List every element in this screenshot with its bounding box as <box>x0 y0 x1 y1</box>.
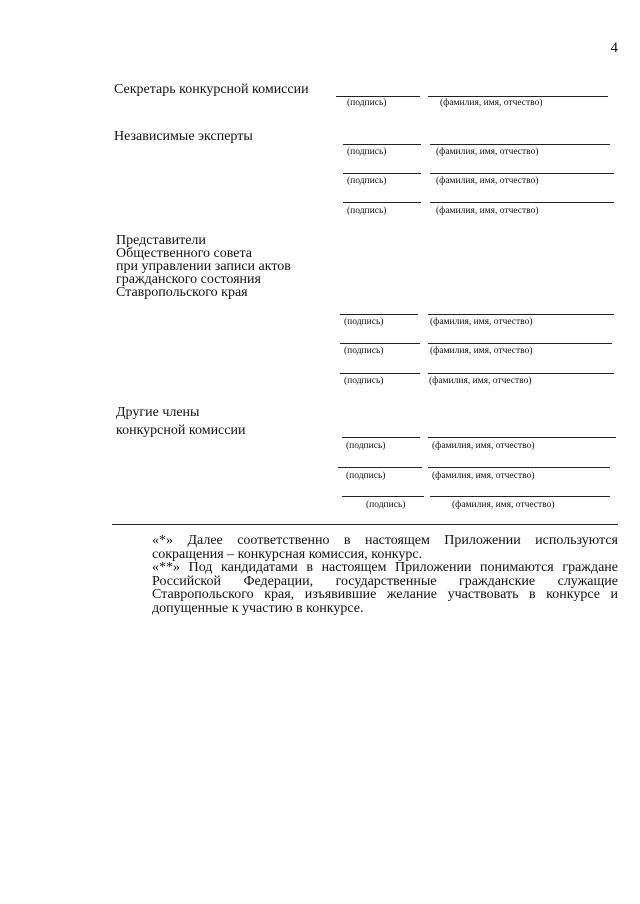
other-member-2-name-line[interactable] <box>428 467 610 468</box>
council-2-signature-line[interactable] <box>340 343 420 344</box>
other-members-label-line-1: Другие члены <box>116 405 200 420</box>
signature-caption: (подпись) <box>344 346 384 356</box>
secretary-name-line[interactable] <box>428 96 608 97</box>
council-1-name-line[interactable] <box>428 314 614 315</box>
expert-1-name-line[interactable] <box>430 144 610 145</box>
footnote-divider <box>112 524 618 525</box>
other-member-1-name-line[interactable] <box>428 437 616 438</box>
council-1-signature-line[interactable] <box>340 314 418 315</box>
footnotes <box>112 534 618 615</box>
signature-caption: (подпись) <box>347 98 387 108</box>
signature-caption: (подпись) <box>346 471 386 481</box>
name-caption: (фамилия, имя, отчество) <box>440 98 543 108</box>
name-caption: (фамилия, имя, отчество) <box>432 441 535 451</box>
other-member-2-signature-line[interactable] <box>338 467 422 468</box>
council-label-line-4: гражданского состояния <box>116 272 261 287</box>
council-label-line-1: Представители <box>116 233 206 248</box>
experts-label: Независимые эксперты <box>114 129 253 144</box>
signature-caption: (подпись) <box>347 206 387 216</box>
signature-caption: (подпись) <box>366 500 406 510</box>
name-caption: (фамилия, имя, отчество) <box>429 376 532 386</box>
expert-3-name-line[interactable] <box>430 202 614 203</box>
signature-caption: (подпись) <box>347 147 387 157</box>
council-label-line-5: Ставропольского края <box>116 285 248 300</box>
signature-caption: (подпись) <box>344 317 384 327</box>
other-member-3-name-line[interactable] <box>430 496 610 497</box>
name-caption: (фамилия, имя, отчество) <box>430 317 533 327</box>
secretary-label: Секретарь конкурсной комиссии <box>114 82 309 97</box>
expert-2-signature-line[interactable] <box>343 173 421 174</box>
signature-caption: (подпись) <box>346 441 386 451</box>
name-caption: (фамилия, имя, отчество) <box>436 147 539 157</box>
name-caption: (фамилия, имя, отчество) <box>452 500 555 510</box>
expert-3-signature-line[interactable] <box>343 202 421 203</box>
council-label-line-3: при управлении записи актов <box>116 259 291 274</box>
council-3-signature-line[interactable] <box>340 373 420 374</box>
name-caption: (фамилия, имя, отчество) <box>436 176 539 186</box>
other-member-1-signature-line[interactable] <box>342 437 420 438</box>
name-caption: (фамилия, имя, отчество) <box>430 346 533 356</box>
page-number: 4 <box>610 40 618 56</box>
signature-caption: (подпись) <box>347 176 387 186</box>
council-label-line-2: Общественного совета <box>116 246 252 261</box>
secretary-signature-line[interactable] <box>336 96 420 97</box>
other-members-label-line-2: конкурсной комиссии <box>116 423 246 438</box>
other-member-3-signature-line[interactable] <box>342 496 424 497</box>
council-2-name-line[interactable] <box>428 343 612 344</box>
council-3-name-line[interactable] <box>428 373 614 374</box>
footnote-2: «**» Под кандидатами в настоящем Приложении понимаются граждане Российской Федерации, государственные гражданские служащие Ставропольского края, изъявившие желание участвовать в конкурсе и допущенные к участию в конкурсе. <box>152 560 618 616</box>
expert-2-name-line[interactable] <box>430 173 614 174</box>
expert-1-signature-line[interactable] <box>343 144 421 145</box>
footnote-1: «*» Далее соответственно в настоящем Приложении используются сокращения – конкурсная комиссия, конкурс. <box>152 533 618 562</box>
signature-caption: (подпись) <box>344 376 384 386</box>
name-caption: (фамилия, имя, отчество) <box>432 471 535 481</box>
name-caption: (фамилия, имя, отчество) <box>436 206 539 216</box>
